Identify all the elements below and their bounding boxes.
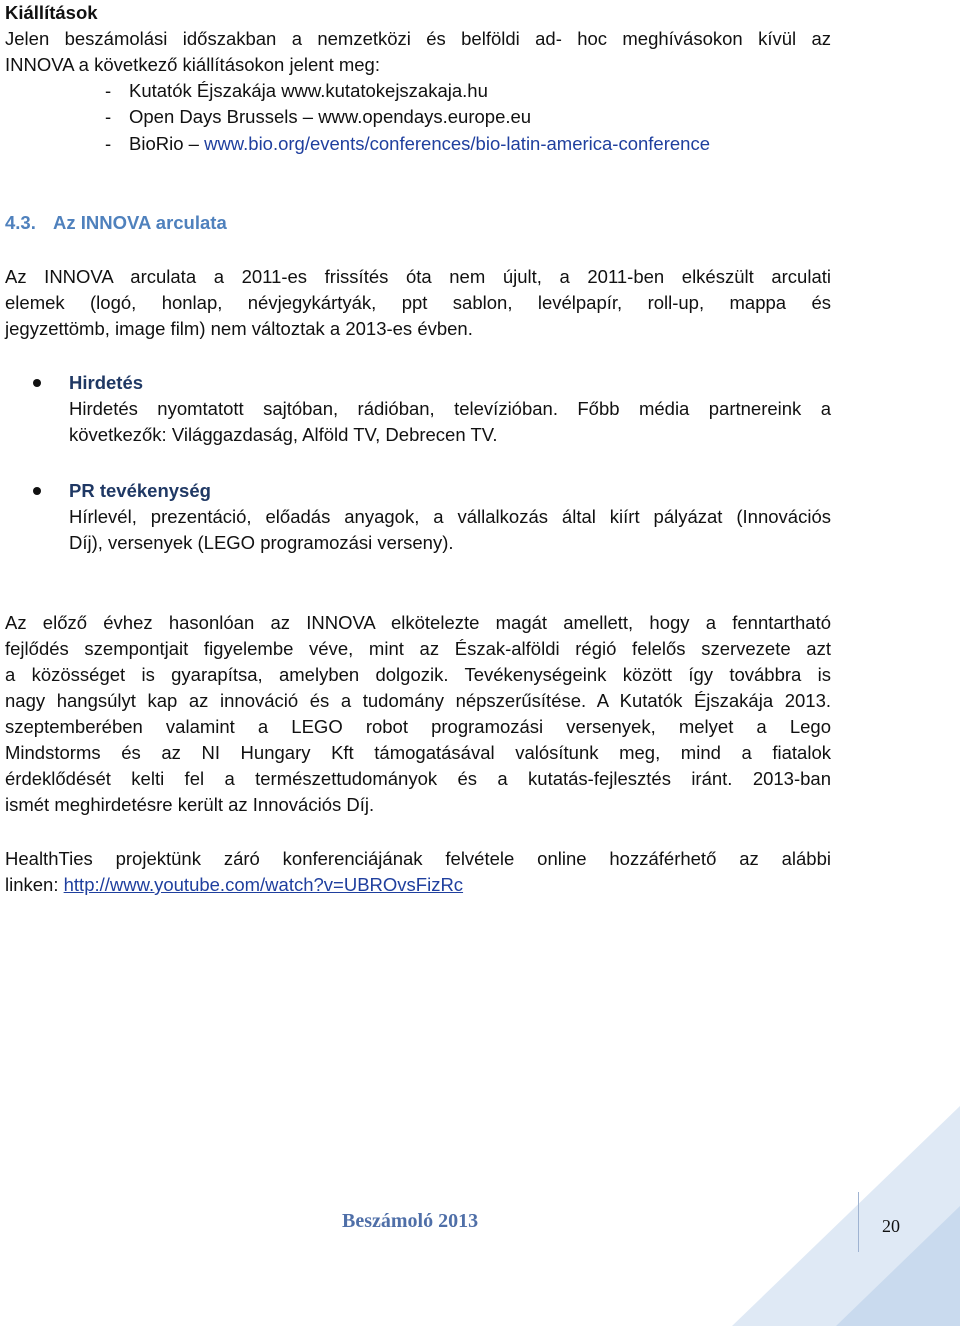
paragraph-line: HealthTies projektünk záró konferenciájának felvétele online hozzáférhető az alábbi xyxy=(5,848,831,869)
bullet-line: Hirdetés nyomtatott sajtóban, rádióban, televízióban. Főbb média partnereink a xyxy=(69,398,831,419)
link-prefix: linken: xyxy=(5,874,64,895)
identity-paragraph xyxy=(5,264,831,342)
paragraph-line: Mindstorms és az NI Hungary Kft támogatásával valósítunk meg, mind a fiatalok xyxy=(5,742,831,763)
body-paragraph xyxy=(5,610,831,818)
exhibition-item-3 xyxy=(5,130,831,158)
list-dash: - xyxy=(105,106,112,127)
exhibition-item-text: Kutatók Éjszakája www.kutatokejszakaja.hu xyxy=(129,80,488,101)
paragraph-line: fejlődés szempontjait figyelembe véve, mint az Észak-alföldi régió felelős szervezete azt xyxy=(5,638,831,659)
section-heading xyxy=(5,210,831,236)
bullet-dot-icon xyxy=(33,379,41,387)
bullet-title: PR tevékenység xyxy=(69,480,211,501)
exhibitions-intro-line-1: Jelen beszámolási időszakban a nemzetközi és belföldi ad- hoc meghívásokon kívül az xyxy=(5,28,831,49)
paragraph-line xyxy=(5,872,831,898)
paragraph-line: elemek (logó, honlap, névjegykártyák, ppt sablon, levélpapír, roll-up, mappa és xyxy=(5,292,831,313)
paragraph-line: nagy hangsúlyt kap az innováció és a tudomány népszerűsítése. A Kutatók Éjszakája 2013. xyxy=(5,690,831,711)
paragraph-line: érdeklődését kelti fel a természettudományok és a kutatás-fejlesztés iránt. 2013-ban xyxy=(5,768,831,789)
paragraph-line: a közösséget is gyarapítsa, amelyben dolgozik. Tevékenységeink között így továbbra is xyxy=(5,664,831,685)
bullet-line: Hírlevél, prezentáció, előadás anyagok, a vállalkozás által kiírt pályázat (Innovációs xyxy=(69,506,831,527)
exhibitions-heading: Kiállítások xyxy=(5,2,98,23)
healthties-paragraph xyxy=(5,846,831,898)
bullet-pr xyxy=(5,478,831,556)
exhibition-item-text: Open Days Brussels – www.opendays.europe.eu xyxy=(129,106,532,127)
exhibition-item-1 xyxy=(5,78,831,104)
bullet-advertising xyxy=(5,370,831,448)
bullet-dot-icon xyxy=(33,487,41,495)
section-title: Az INNOVA arculata xyxy=(53,212,227,233)
bullet-title: Hirdetés xyxy=(69,372,144,393)
footer-title: Beszámoló 2013 xyxy=(342,1210,479,1232)
page-number: 20 xyxy=(882,1216,900,1236)
paragraph-line: Az INNOVA arculata a 2011-es frissítés óta nem újult, a 2011-ben elkészült arculati xyxy=(5,266,831,287)
footer-divider xyxy=(858,1192,859,1252)
exhibition-item-text: BioRio – xyxy=(129,133,205,154)
list-dash: - xyxy=(105,133,112,154)
paragraph-line: Az előző évhez hasonlóan az INNOVA elkötelezte magát amellett, hogy a fenntartható xyxy=(5,612,831,633)
section-number: 4.3. xyxy=(5,212,36,233)
list-dash: - xyxy=(105,80,112,101)
bullet-line: következők: Világgazdaság, Alföld TV, Debrecen TV. xyxy=(69,424,498,445)
exhibition-item-2 xyxy=(5,104,831,130)
paragraph-line: ismét meghirdetésre került az Innovációs Díj. xyxy=(5,794,375,815)
youtube-link[interactable]: http://www.youtube.com/watch?v=UBROvsFizRc xyxy=(63,874,464,895)
page-content xyxy=(5,0,831,898)
bullet-line: Díj), versenyek (LEGO programozási verseny). xyxy=(69,532,454,553)
exhibitions-intro-line-2: INNOVA a következő kiállításokon jelent meg: xyxy=(5,54,380,75)
bio-conference-link[interactable]: www.bio.org/events/conferences/bio-latin-america-conference xyxy=(204,133,710,154)
paragraph-line: jegyzettömb, image film) nem változtak a 2013-es évben. xyxy=(5,318,473,339)
paragraph-line: szeptemberében valamint a LEGO robot programozási versenyek, melyet a Lego xyxy=(5,716,831,737)
